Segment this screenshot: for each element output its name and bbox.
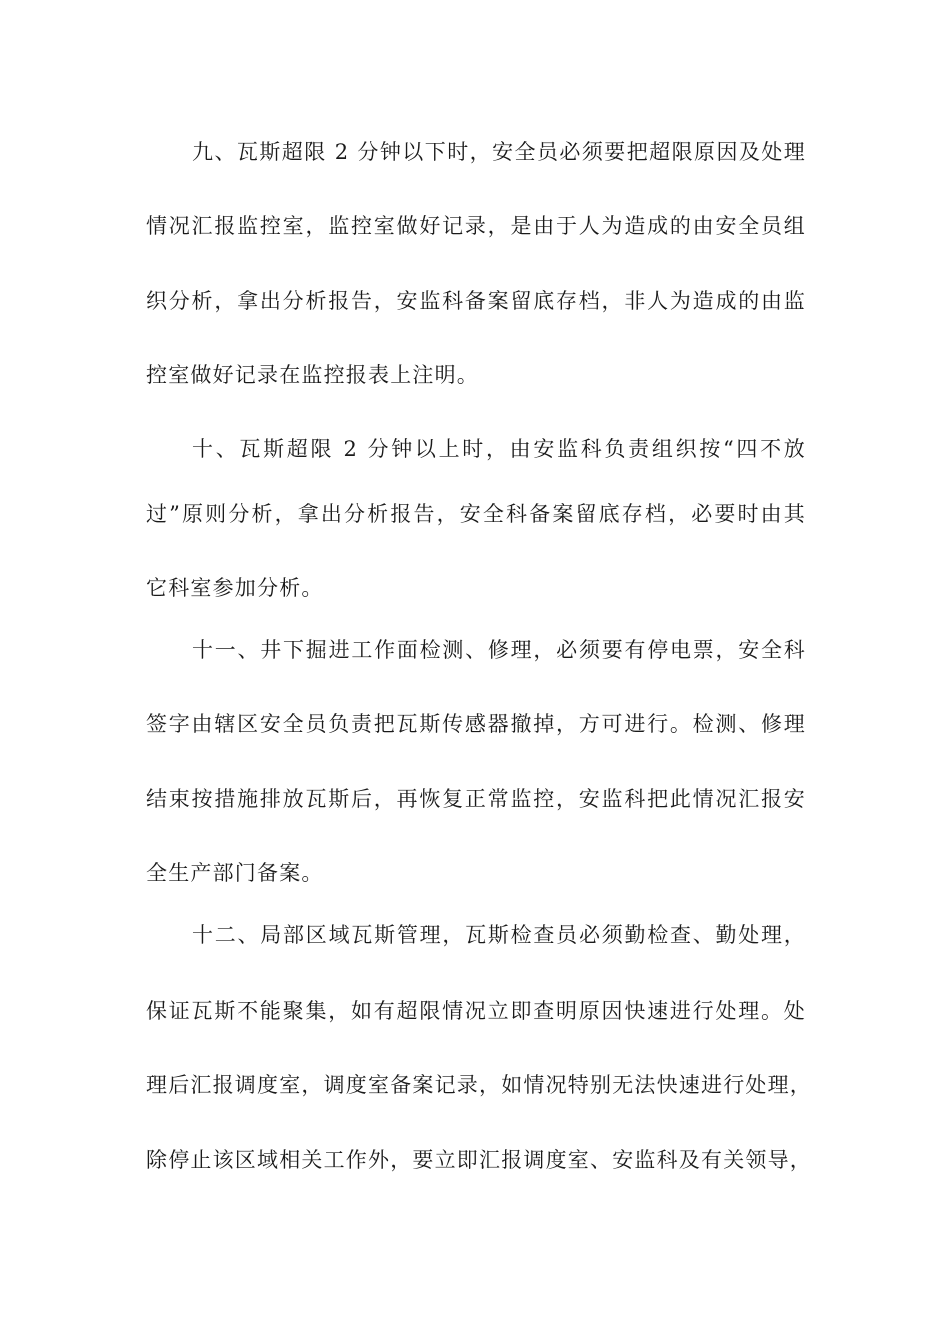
paragraph-9-line-3: 织分析，拿出分析报告，安监科备案留底存档，非人为造成的由监: [146, 289, 806, 313]
paragraph-9-line-2: 情况汇报监控室，监控室做好记录，是由于人为造成的由安全员组: [146, 214, 806, 238]
paragraph-10-line-3: 它科室参加分析。: [146, 576, 324, 600]
paragraph-12-line-3: 理后汇报调度室，调度室备案记录，如情况特别无法快速进行处理，: [146, 1073, 812, 1097]
paragraph-11-line-3: 结束按措施排放瓦斯后，再恢复正常监控，安监科把此情况汇报安: [146, 787, 806, 811]
paragraph-12-line-1: 十二、局部区域瓦斯管理，瓦斯检查员必须勤检查、勤处理，: [192, 923, 806, 947]
paragraph-12-line-2: 保证瓦斯不能聚集，如有超限情况立即查明原因快速进行处理。处: [146, 999, 806, 1023]
paragraph-9-line-4: 控室做好记录在监控报表上注明。: [146, 363, 479, 387]
paragraph-9-line-1: 九、瓦斯超限 2 分钟以下时，安全员必须要把超限原因及处理: [192, 140, 806, 164]
paragraph-10-line-2: 过”原则分析，拿出分析报告，安全科备案留底存档，必要时由其: [146, 502, 806, 526]
paragraph-12-line-4: 除停止该区域相关工作外，要立即汇报调度室、安监科及有关领导，: [146, 1148, 812, 1172]
paragraph-11-line-1: 十一、井下掘进工作面检测、修理，必须要有停电票，安全科: [192, 638, 806, 662]
paragraph-10-line-1: 十、瓦斯超限 2 分钟以上时，由安监科负责组织按“四不放: [192, 437, 806, 461]
paragraph-11-line-2: 签字由辖区安全员负责把瓦斯传感器撤掉，方可进行。检测、修理: [146, 712, 806, 736]
paragraph-11-line-4: 全生产部门备案。: [146, 861, 324, 885]
